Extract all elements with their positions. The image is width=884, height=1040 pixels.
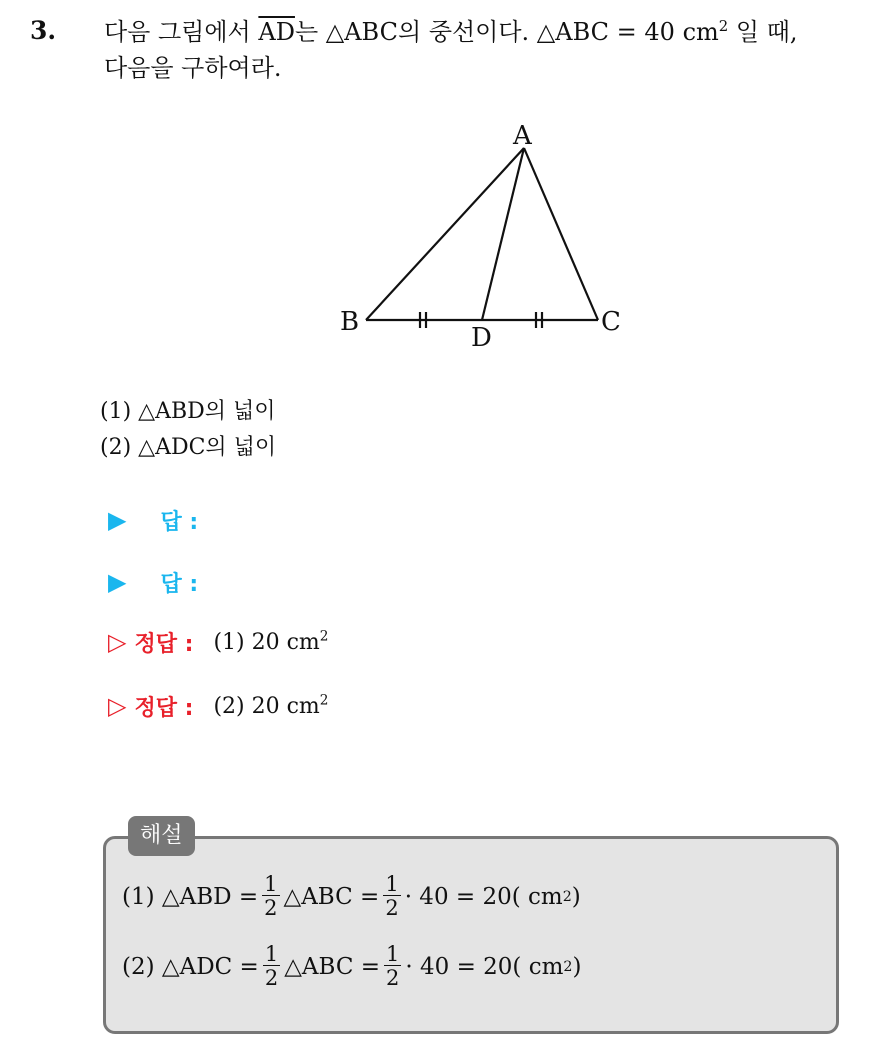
question-text-part1: 다음 그림에서 [104, 18, 251, 46]
segment-ad: $\overline{AD}$ [258, 18, 295, 46]
correct-answer-label: 정답 : [134, 631, 194, 657]
fraction: $\frac{1}{2}$ [385, 872, 399, 920]
triangle-figure [330, 118, 640, 358]
area-unit-exponent: 2 [718, 17, 729, 35]
question-text-part2: 는 △ABC의 중선이다. △ABC = 40 cm [294, 18, 719, 46]
answer-row-1 [108, 500, 198, 540]
question-line-1 [104, 16, 798, 48]
correct-answer-value-1: (1) 20 $cm^2$ [213, 628, 329, 655]
vertex-label-c: C [601, 307, 621, 337]
outline-arrow-icon: ▷ [108, 628, 127, 656]
question-number: 3. [30, 16, 57, 45]
side-ab [366, 148, 524, 320]
subquestion-2: (2) △ADC의 넓이 [100, 435, 277, 460]
explanation-line-2: (2) △ADC = $\frac{1}{2}$ △ABC = $\frac{1}{2}$ · 40 = 20( cm 2 ) [122, 942, 582, 990]
vertex-label-a: A [513, 121, 532, 151]
question-text-part3: 일 때, [728, 18, 798, 46]
fraction: $\frac{1}{2}$ [264, 942, 279, 990]
explanation-title: 해설 [128, 816, 195, 856]
fraction: $\frac{1}{2}$ [264, 872, 278, 920]
answer-label: 답 : [160, 571, 199, 597]
explanation-line-1: (1) △ABD = $\frac{1}{2}$ △ABC = $\frac{1}{2}$ · 40 = 20( cm 2 ) [122, 872, 581, 920]
question-line-2: 다음을 구하여라. [104, 54, 282, 82]
correct-answer-row-1 [108, 622, 328, 662]
answer-label: 답 : [160, 509, 199, 535]
side-ac [524, 148, 598, 320]
correct-answer-value-2: (2) 20 $cm^2$ [213, 692, 329, 719]
vertex-label-b: B [340, 307, 360, 337]
correct-answer-label: 정답 : [134, 695, 194, 721]
correct-answer-row-2 [108, 686, 328, 726]
median-ad [482, 148, 524, 320]
play-arrow-icon: ▶ [108, 506, 127, 534]
outline-arrow-icon: ▷ [108, 692, 127, 720]
fraction: $\frac{1}{2}$ [386, 942, 400, 990]
play-arrow-icon: ▶ [108, 568, 127, 596]
explanation-box [103, 836, 839, 1034]
point-label-d: D [471, 323, 492, 353]
answer-row-2 [108, 562, 198, 602]
subquestion-1: (1) △ABD의 넓이 [100, 399, 276, 424]
